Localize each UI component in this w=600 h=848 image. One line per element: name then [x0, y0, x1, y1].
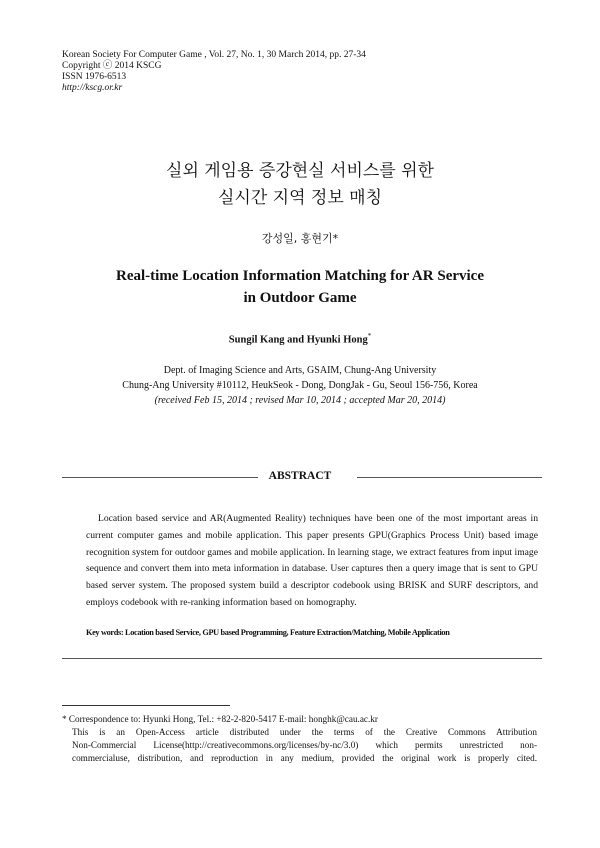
korean-title-line-2: 실시간 지역 정보 매칭	[217, 188, 382, 208]
copyright: Copyright ⓒ 2014 KSCG	[62, 61, 162, 71]
english-title-line-2: in Outdoor Game	[243, 290, 357, 306]
korean-title	[0, 158, 600, 212]
footnote-rule	[62, 705, 230, 706]
english-authors	[0, 332, 600, 346]
english-authors-names: Sungil Kang and Hyunki Hong	[228, 334, 368, 346]
korean-title-line-1: 실외 게임용 증강현실 서비스를 위한	[166, 161, 434, 181]
affiliation	[0, 363, 600, 408]
footnote	[62, 713, 537, 765]
footnote-license-line-2: Non-Commercial License(http://creativecommons.org/licenses/by-nc/3.0) which permits unrestricted non-	[72, 740, 537, 750]
affiliation-dept: Dept. of Imaging Science and Arts, GSAIM, Chung-Ang University	[163, 365, 437, 376]
abstract-bottom-rule	[62, 658, 542, 659]
footnote-correspondence: * Correspondence to: Hyunki Hong, Tel.: +82-2-820-5417 E-mail: honghk@cau.ac.kr	[62, 714, 378, 724]
corresponding-mark: *	[367, 332, 372, 340]
keywords: Key words: Location based Service, GPU based Programming, Feature Extraction/Matching, Mobile Application	[86, 628, 450, 637]
footnote-license-line-3: commercialuse, distribution, and reproduction in any medium, provided the original work is properly cited.	[72, 753, 537, 763]
footnote-license-line-1: This is an Open-Access article distributed under the terms of the Creative Commons Attribution	[72, 727, 537, 737]
affiliation-address: Chung-Ang University #10112, HeukSeok - Dong, DongJak - Gu, Seoul 156-756, Korea	[122, 380, 478, 391]
abstract-body: Location based service and AR(Augmented Reality) techniques have been one of the most important areas in current computer games and mobile application. This paper presents GPU(Graphics Process Unit) based image recognition system for outdoor games and mobile application. In learning stage, we extract features from input image sequence and convert them into meta information in database. User captures then a query image that is sent to GPU based server system. The proposed system build a descriptor codebook using BRISK and SURF descriptors, and employs codebook with re-ranking information based on homography.	[86, 513, 538, 608]
journal-header	[62, 50, 366, 94]
english-title-line-1: Real-time Location Information Matching for AR Service	[116, 268, 484, 284]
abstract-heading: ABSTRACT	[268, 470, 332, 482]
english-title	[0, 265, 600, 309]
korean-authors: 강성일, 홍현기*	[261, 232, 339, 245]
journal-url[interactable]: http://kscg.or.kr	[62, 83, 123, 93]
submission-dates: (received Feb 15, 2014 ; revised Mar 10, 2014 ; accepted Mar 20, 2014)	[154, 395, 446, 406]
journal-citation: Korean Society For Computer Game , Vol. 27, No. 1, 30 March 2014, pp. 27-34	[62, 50, 366, 60]
issn: ISSN 1976-6513	[62, 72, 127, 82]
